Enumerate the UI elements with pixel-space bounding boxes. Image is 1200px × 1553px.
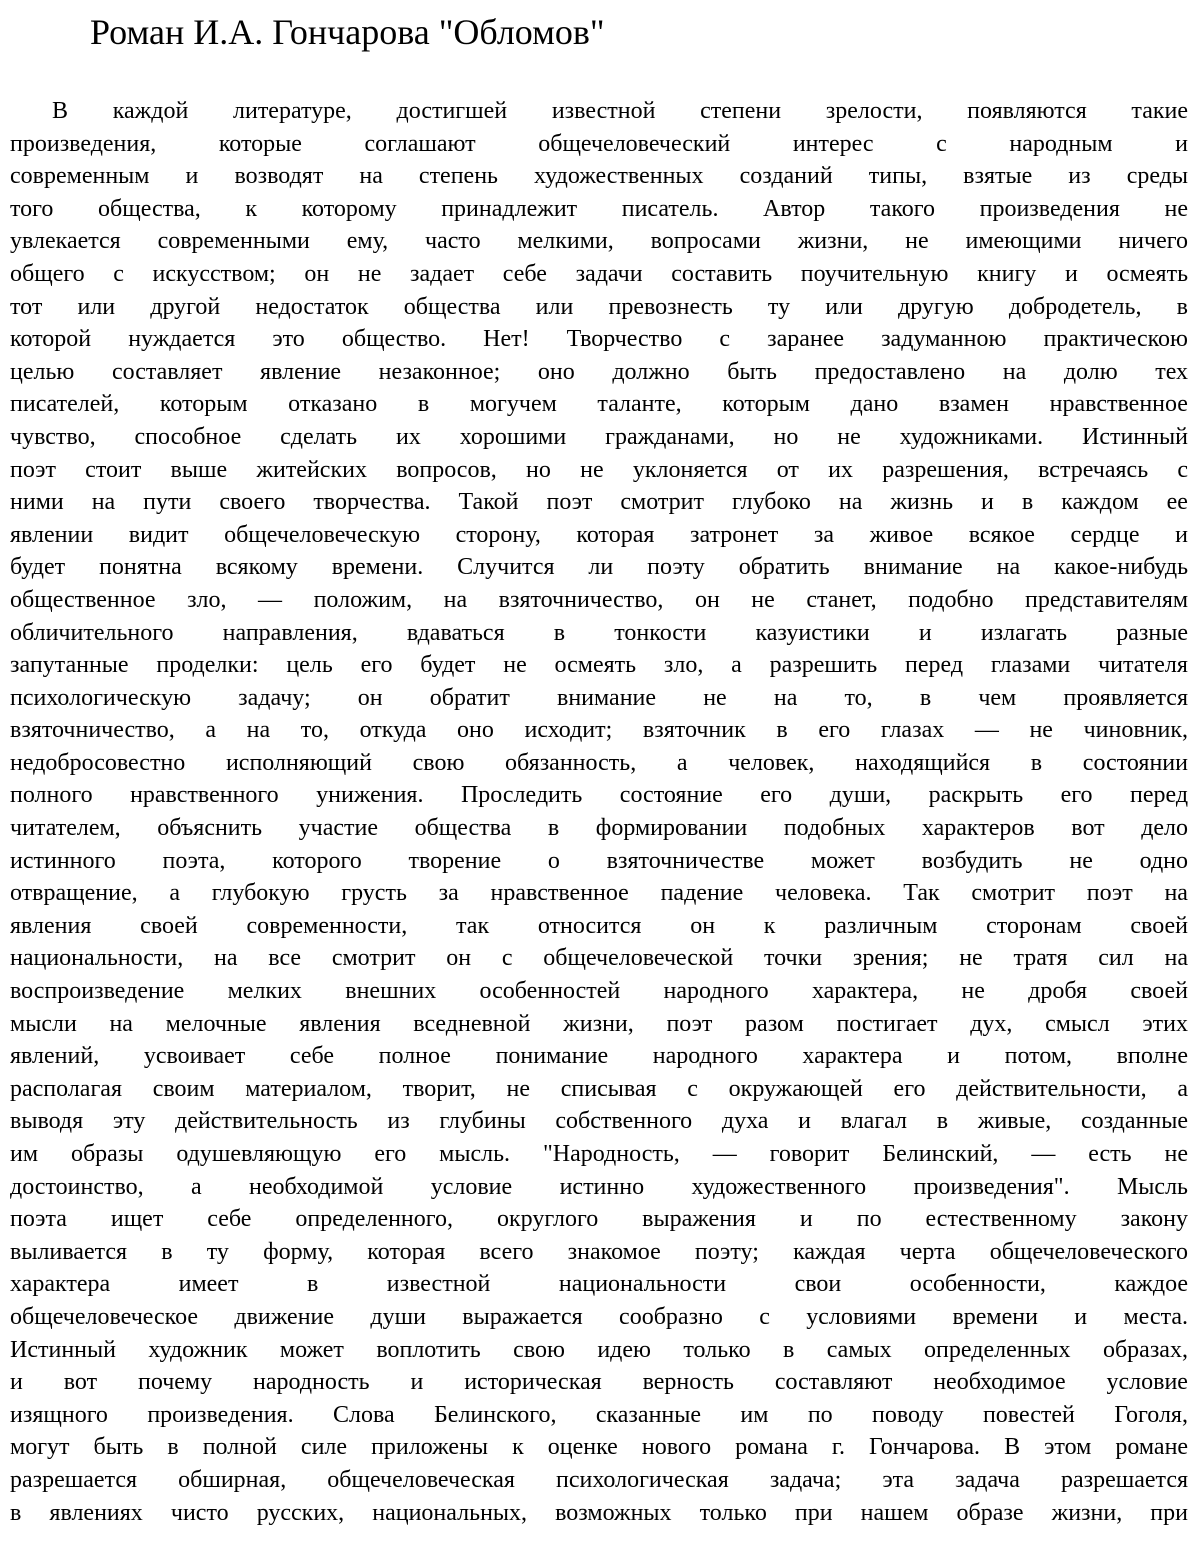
text-line: располагая своим материалом, творит, не списывая с окружающей его действительности, а [10,1075,1188,1102]
text-line: В каждой литературе, достигшей известной степени зрелости, появляются такие [52,98,1188,124]
text-line: ними на пути своего творчества. Такой поэт смотрит глубоко на жизнь и в каждом ее [10,489,1188,516]
text-line: полного нравственного унижения. Проследить состояние его души, раскрыть его перед [10,782,1188,809]
text-line: чувство, способное сделать их хорошими гражданами, но не художниками. Истинный [10,423,1188,450]
text-line: запутанные проделки: цель его будет не осмеять зло, а разрешить перед глазами читателя [10,652,1188,679]
text-line: изящного произведения. Слова Белинского, сказанные им по поводу повестей Гоголя, [10,1401,1188,1428]
text-line: целью составляет явление незаконное; оно должно быть предоставлено на долю тех [10,358,1188,385]
text-line: выливается в ту форму, которая всего знакомое поэту; каждая черта общечеловеческого [10,1238,1188,1265]
text-line: отвращение, а глубокую грусть за нравственное падение человека. Так смотрит поэт на [10,880,1188,907]
text-line: увлекается современными ему, часто мелкими, вопросами жизни, не имеющими ничего [10,228,1188,255]
page-title: Роман И.А. Гончарова "Обломов" [90,12,605,52]
article-body [10,95,1188,1529]
text-line: и вот почему народность и историческая верность составляют необходимое условие [10,1369,1188,1396]
text-line: взяточничество, а на то, откуда оно исходит; взяточник в его глазах — не чиновник, [10,717,1188,744]
text-line: могут быть в полной силе приложены к оценке нового романа г. Гончарова. В этом романе [10,1434,1188,1461]
text-line: характера имеет в известной национальности свои особенности, каждое [10,1271,1188,1298]
text-line: достоинство, а необходимой условие истинно художественного произведения". Мысль [10,1173,1188,1200]
text-line: им образы одушевляющую его мысль. "Народность, — говорит Белинский, — есть не [10,1141,1188,1167]
text-line: явлении видит общечеловеческую сторону, которая затронет за живое всякое сердце и [10,521,1188,548]
text-line: тот или другой недостаток общества или превознесть ту или другую добродетель, в [10,293,1188,320]
text-line: того общества, к которому принадлежит писатель. Автор такого произведения не [10,195,1188,222]
text-line: общечеловеческое движение души выражается сообразно с условиями времени и места. [10,1303,1188,1330]
text-line: национальности, на все смотрит он с общечеловеческой точки зрения; не тратя сил на [10,945,1188,972]
text-line: разрешается обширная, общечеловеческая психологическая задача; эта задача разрешается [10,1466,1188,1493]
text-line: будет понятна всякому времени. Случится ли поэту обратить внимание на какое-нибудь [10,554,1188,581]
text-line: воспроизведение мелких внешних особенностей народного характера, не дробя своей [10,978,1188,1005]
text-line: мысли на мелочные явления вседневной жизни, поэт разом постигает дух, смысл этих [10,1010,1188,1037]
text-line: писателей, которым отказано в могучем таланте, которым дано взамен нравственное [10,391,1188,418]
text-line: обличительного направления, вдаваться в тонкости казуистики и излагать разные [10,619,1188,646]
text-line: недобросовестно исполняющий свою обязанность, а человек, находящийся в состоянии [10,749,1188,776]
text-line: истинного поэта, которого творение о взяточничестве может возбудить не одно [10,847,1188,874]
text-line: Истинный художник может воплотить свою идею только в самых определенных образах, [10,1336,1188,1363]
text-line: современным и возводят на степень художественных созданий типы, взятые из среды [10,163,1188,190]
text-line: поэт стоит выше житейских вопросов, но не уклоняется от их разрешения, встречаясь с [10,456,1188,483]
text-line: явления своей современности, так относится он к различным сторонам своей [10,912,1188,939]
text-line: общественное зло, — положим, на взяточничество, он не станет, подобно представителям [10,586,1188,613]
text-line: общего с искусством; он не задает себе задачи составить поучительную книгу и осмеять [10,260,1188,287]
text-line: произведения, которые соглашают общечеловеческий интерес с народным и [10,130,1188,157]
text-line: явлений, усвоивает себе полное понимание народного характера и потом, вполне [10,1043,1188,1070]
text-line: которой нуждается это общество. Нет! Творчество с заранее задуманною практическою [10,326,1188,353]
text-line: психологическую задачу; он обратит внимание не на то, в чем проявляется [10,684,1188,711]
text-line: поэта ищет себе определенного, округлого выражения и по естественному закону [10,1206,1188,1233]
text-line: читателем, объяснить участие общества в формировании подобных характеров вот дело [10,815,1188,842]
text-line: в явлениях чисто русских, национальных, возможных только при нашем образе жизни, при [10,1499,1188,1526]
text-line: выводя эту действительность из глубины собственного духа и влагал в живые, созданные [10,1108,1188,1135]
